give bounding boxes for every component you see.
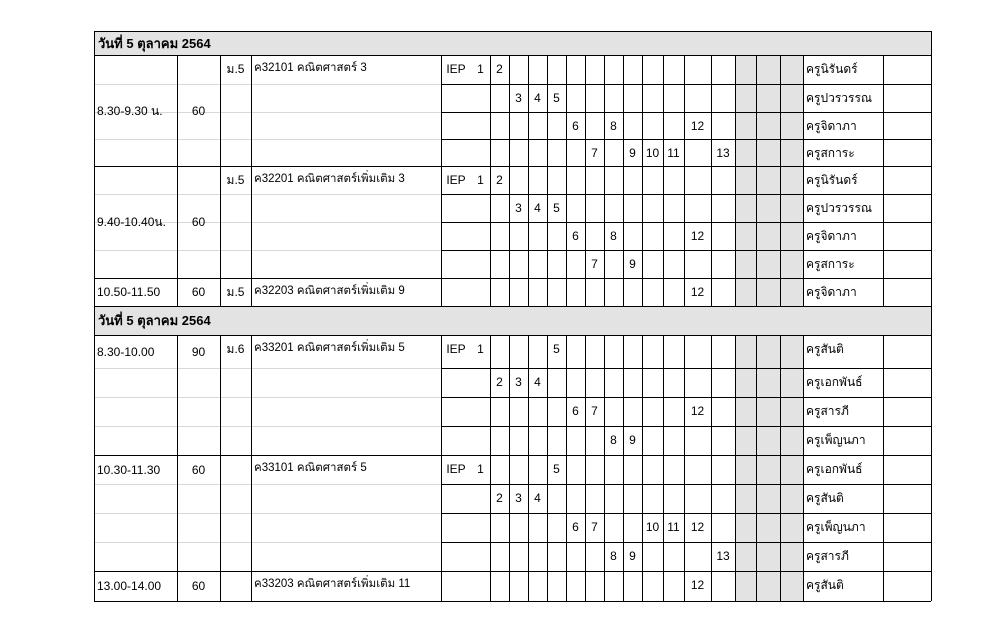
room-number: 12 [690, 404, 705, 418]
room-number: 6 [572, 118, 579, 133]
grid-vline [711, 55, 712, 306]
grid-vline [931, 55, 932, 306]
grade-level: ม.5 [226, 62, 245, 76]
grid-vline [931, 31, 932, 55]
time-slot: 13.00-14.00 [97, 579, 162, 593]
grid-hline [94, 513, 441, 514]
grid-vline [604, 55, 605, 306]
grid-vline [604, 335, 605, 601]
room-number: 4 [534, 201, 541, 215]
room-number: 8 [610, 118, 617, 133]
duration-minutes: 60 [191, 215, 206, 229]
grid-vline [711, 335, 712, 601]
teacher-name: ครูสันติ [806, 578, 844, 592]
teacher-name: ครูสันติ [806, 342, 844, 356]
room-number: 1 [477, 462, 484, 476]
subject-name: ค32101 คณิตศาสตร์ 3 [254, 62, 367, 75]
grid-vline [931, 335, 932, 601]
grid-vline [684, 335, 685, 601]
time-slot: 10.30-11.30 [97, 462, 161, 477]
grid-hline [94, 426, 441, 427]
teacher-name: ครูปวรวรรณ [806, 201, 873, 215]
grid-vline [931, 306, 932, 335]
time-slot: 9.40-10.40น. [97, 215, 166, 229]
grid-hline [94, 306, 931, 307]
grid-vline [490, 335, 491, 601]
grid-vline [756, 55, 757, 306]
room-number: 6 [572, 229, 579, 243]
duration-minutes: 60 [191, 103, 206, 118]
grid-vline [528, 335, 529, 601]
room-number: 9 [629, 145, 636, 160]
teacher-name: ครูสารภี [806, 549, 849, 563]
teacher-name: ครูสการะ [806, 145, 855, 160]
duration-minutes: 60 [191, 285, 206, 299]
room-number: 1 [477, 173, 484, 187]
grid-hline [94, 542, 441, 543]
room-number: 12 [690, 285, 705, 299]
grid-vline [803, 55, 804, 306]
grid-vline [623, 55, 624, 306]
grid-vline [528, 55, 529, 306]
grade-level: ม.5 [226, 173, 245, 187]
grid-vline [883, 55, 884, 306]
grid-vline [509, 335, 510, 601]
teacher-name: ครูจิดาภา [806, 229, 857, 243]
duration-minutes: 60 [191, 579, 206, 593]
room-number: 8 [610, 229, 617, 243]
time-slot: 8.30-10.00 [97, 344, 155, 359]
grid-vline [803, 335, 804, 601]
filler-column [780, 335, 803, 601]
room-number: 7 [591, 404, 598, 418]
grid-vline [547, 55, 548, 306]
filler-column [735, 55, 756, 306]
grid-vline [735, 55, 736, 306]
room-number: 7 [591, 257, 598, 271]
grid-vline [490, 55, 491, 306]
room-number: 3 [515, 491, 522, 505]
grid-vline [94, 31, 95, 55]
room-number: 10 [645, 520, 660, 534]
grid-vline [883, 335, 884, 601]
teacher-name: ครูนิรันดร์ [806, 173, 858, 187]
grid-vline [547, 335, 548, 601]
grid-vline [94, 55, 95, 306]
teacher-name: ครูสันติ [806, 491, 844, 505]
teacher-name: ครูปวรวรรณ [806, 91, 873, 105]
room-number: 11 [667, 520, 680, 534]
subject-name: ค33201 คณิตศาสตร์เพิ่มเติม 5 [254, 342, 405, 355]
grid-hline [94, 397, 441, 398]
grade-level: ม.6 [226, 342, 245, 356]
room-number: 6 [572, 520, 579, 534]
grid-vline [251, 55, 252, 306]
grid-vline [756, 335, 757, 601]
room-number: 6 [572, 404, 579, 418]
room-number: 9 [629, 549, 636, 563]
iep-cell: IEP [446, 462, 466, 476]
grid-vline [441, 335, 442, 601]
grid-vline [566, 335, 567, 601]
subject-name: ค32203 คณิตศาสตร์เพิ่มเติม 9 [254, 285, 405, 298]
subject-name: ค32201 คณิตศาสตร์เพิ่มเติม 3 [254, 173, 405, 186]
grid-vline [663, 335, 664, 601]
teacher-name: ครูเพ็ญนภา [806, 520, 866, 534]
subject-name: ค33203 คณิตศาสตร์เพิ่มเติม 11 [254, 578, 411, 591]
grid-vline [251, 335, 252, 601]
grid-vline [642, 335, 643, 601]
room-number: 2 [496, 491, 503, 505]
room-number: 12 [690, 578, 705, 592]
grid-vline [177, 55, 178, 306]
room-number: 8 [610, 549, 617, 563]
room-number: 13 [716, 145, 730, 160]
grid-vline [585, 55, 586, 306]
grade-level: ม.5 [226, 285, 245, 299]
grid-hline [94, 484, 441, 485]
grid-vline [780, 335, 781, 601]
grid-vline [780, 55, 781, 306]
time-slot: 8.30-9.30 น. [97, 103, 163, 118]
room-number: 4 [534, 375, 541, 389]
room-number: 2 [496, 173, 503, 187]
grid-vline [684, 55, 685, 306]
iep-cell: IEP [446, 342, 466, 356]
grid-vline [441, 55, 442, 306]
room-number: 3 [515, 375, 522, 389]
teacher-name: ครูจิดาภา [806, 118, 857, 133]
grid-vline [735, 335, 736, 601]
section-date-title: วันที่ 5 ตุลาคม 2564 [98, 35, 211, 51]
teacher-name: ครูเอกพันธ์ [806, 462, 863, 476]
room-number: 4 [534, 91, 541, 105]
teacher-name: ครูนิรันดร์ [806, 62, 858, 76]
teacher-name: ครูสารภี [806, 404, 849, 418]
room-number: 3 [515, 91, 522, 105]
teacher-name: ครูเพ็ญนภา [806, 433, 866, 447]
room-number: 12 [690, 520, 705, 534]
grid-hline [94, 31, 931, 32]
room-number: 1 [477, 62, 484, 76]
room-number: 1 [477, 342, 484, 356]
room-number: 3 [515, 201, 522, 215]
duration-minutes: 90 [191, 344, 206, 359]
subject-name: ค33101 คณิตศาสตร์ 5 [254, 462, 367, 475]
time-slot: 10.50-11.50 [97, 285, 161, 299]
grid-vline [663, 55, 664, 306]
room-number: 13 [716, 549, 730, 563]
grid-hline [94, 368, 441, 369]
iep-cell: IEP [446, 173, 466, 187]
filler-column [756, 335, 780, 601]
filler-column [756, 55, 780, 306]
grid-vline [220, 55, 221, 306]
room-number: 12 [690, 118, 705, 133]
grid-vline [642, 55, 643, 306]
filler-column [780, 55, 803, 306]
room-number: 2 [496, 62, 503, 76]
room-number: 9 [629, 433, 636, 447]
room-number: 5 [553, 91, 560, 105]
filler-column [735, 335, 756, 601]
room-number: 8 [610, 433, 617, 447]
room-number: 5 [553, 342, 560, 356]
room-number: 4 [534, 491, 541, 505]
iep-cell: IEP [446, 62, 466, 76]
room-number: 9 [629, 257, 636, 271]
room-number: 5 [553, 462, 560, 476]
teacher-name: ครูสการะ [806, 257, 855, 271]
grid-vline [94, 335, 95, 601]
room-number: 2 [496, 375, 503, 389]
grid-hline [94, 601, 931, 602]
grid-vline [177, 335, 178, 601]
teacher-name: ครูเอกพันธ์ [806, 375, 863, 389]
room-number: 5 [553, 201, 560, 215]
grid-vline [585, 335, 586, 601]
section-date-title: วันที่ 5 ตุลาคม 2564 [98, 313, 211, 328]
grid-vline [623, 335, 624, 601]
room-number: 10 [645, 145, 660, 160]
grid-vline [94, 306, 95, 335]
room-number: 7 [591, 520, 598, 534]
room-number: 11 [667, 145, 680, 160]
room-number: 12 [690, 229, 705, 243]
grid-vline [509, 55, 510, 306]
grid-vline [566, 55, 567, 306]
teacher-name: ครูจิดาภา [806, 285, 857, 299]
grid-vline [220, 335, 221, 601]
duration-minutes: 60 [191, 462, 206, 477]
room-number: 7 [591, 145, 598, 160]
